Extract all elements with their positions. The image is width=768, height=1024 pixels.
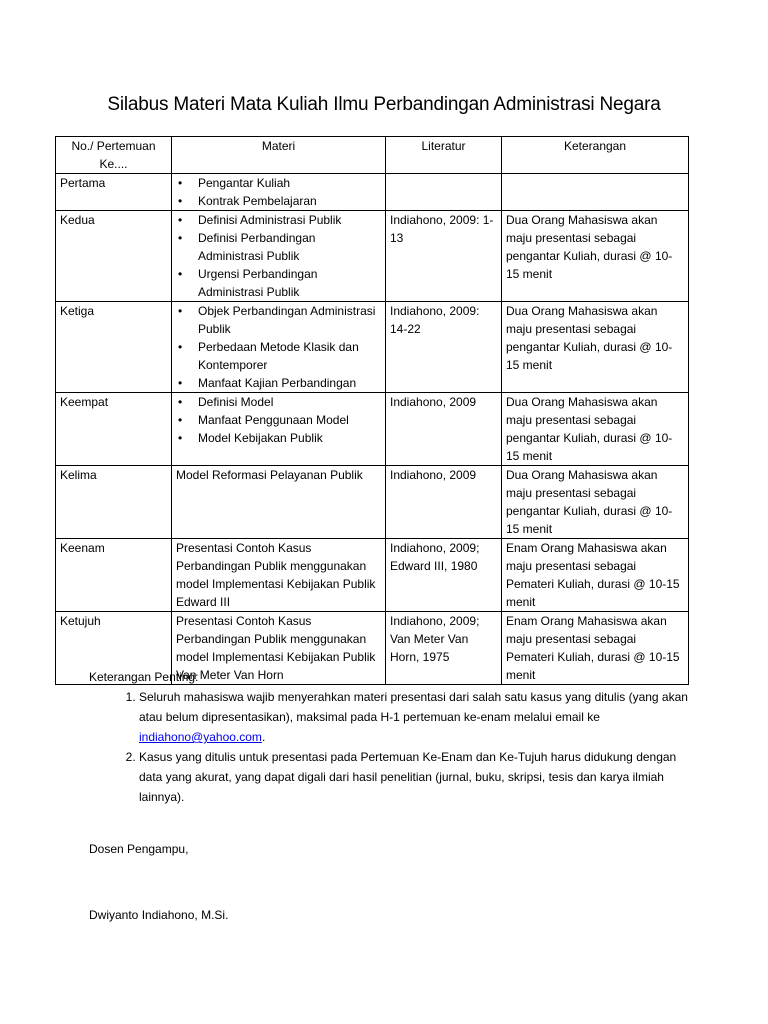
notes-list xyxy=(89,687,689,807)
header-literatur: Literatur xyxy=(386,137,502,174)
materi-item: • Definisi Administrasi Publik xyxy=(198,211,381,229)
cell-keterangan: Enam Orang Mahasiswa akan maju presentasi sebagai Pemateri Kuliah, durasi @ 10-15 menit xyxy=(502,539,689,612)
table-header-row xyxy=(56,137,689,174)
cell-keterangan xyxy=(502,174,689,211)
cell-materi: Presentasi Contoh Kasus Perbandingan Publik menggunakan model Implementasi Kebijakan Publik Edward III xyxy=(172,539,386,612)
cell-materi: Model Reformasi Pelayanan Publik xyxy=(172,466,386,539)
document-title: Silabus Materi Mata Kuliah Ilmu Perbandingan Administrasi Negara xyxy=(107,94,661,115)
materi-list xyxy=(176,393,381,447)
cell-pertemuan: Ketujuh xyxy=(56,612,172,685)
materi-list xyxy=(176,211,381,301)
cell-keterangan: Dua Orang Mahasiswa akan maju presentasi sebagai pengantar Kuliah, durasi @ 10-15 menit xyxy=(502,466,689,539)
cell-materi xyxy=(172,174,386,211)
cell-literatur: Indiahono, 2009: 1-13 xyxy=(386,211,502,302)
header-pertemuan: No./ Pertemuan Ke.... xyxy=(56,137,172,174)
notes-heading: Keterangan Penting: xyxy=(89,670,199,684)
cell-literatur: Indiahono, 2009 xyxy=(386,393,502,466)
cell-keterangan: Dua Orang Mahasiswa akan maju presentasi sebagai pengantar Kuliah, durasi @ 10-15 menit xyxy=(502,302,689,393)
cell-pertemuan: Pertama xyxy=(56,174,172,211)
cell-pertemuan: Kedua xyxy=(56,211,172,302)
materi-item: • Definisi Model xyxy=(198,393,381,411)
cell-literatur: Indiahono, 2009 xyxy=(386,466,502,539)
note-item xyxy=(139,687,689,747)
materi-item: • Model Kebijakan Publik xyxy=(198,429,381,447)
materi-item: • Pengantar Kuliah xyxy=(198,174,381,192)
table-row xyxy=(56,211,689,302)
cell-literatur xyxy=(386,174,502,211)
cell-literatur: Indiahono, 2009: 14-22 xyxy=(386,302,502,393)
signature-name: Dwiyanto Indiahono, M.Si. xyxy=(89,908,229,922)
note-item: 2. Kasus yang ditulis untuk presentasi pada Pertemuan Ke-Enam dan Ke-Tujuh harus didukung dengan data yang akurat, yang dapat digali dari hasil penelitian (jurnal, buku, skripsi, tesis dan karya ilmiah lainnya). xyxy=(139,747,689,807)
header-keterangan: Keterangan xyxy=(502,137,689,174)
cell-pertemuan: Keenam xyxy=(56,539,172,612)
notes-section xyxy=(89,667,689,807)
cell-materi: Presentasi Contoh Kasus Perbandingan Publik menggunakan model Implementasi Kebijakan Publik Van Meter Van Horn xyxy=(172,612,386,685)
cell-pertemuan: Keempat xyxy=(56,393,172,466)
materi-list xyxy=(176,174,381,210)
cell-pertemuan: Ketiga xyxy=(56,302,172,393)
header-materi: Materi xyxy=(172,137,386,174)
cell-materi xyxy=(172,393,386,466)
cell-materi xyxy=(172,302,386,393)
cell-literatur: Indiahono, 2009; Van Meter Van Horn, 1975 xyxy=(386,612,502,685)
materi-item: • Manfaat Penggunaan Model xyxy=(198,411,381,429)
email-link[interactable]: indiahono@yahoo.com xyxy=(139,730,262,744)
table-row xyxy=(56,393,689,466)
cell-keterangan: Dua Orang Mahasiswa akan maju presentasi sebagai pengantar Kuliah, durasi @ 10-15 menit xyxy=(502,211,689,302)
materi-list xyxy=(176,302,381,392)
materi-item: • Definisi Perbandingan Administrasi Publik xyxy=(198,229,381,265)
cell-literatur: Indiahono, 2009; Edward III, 1980 xyxy=(386,539,502,612)
table-row xyxy=(56,174,689,211)
table-row xyxy=(56,466,689,539)
syllabus-table xyxy=(55,136,689,685)
materi-item: • Manfaat Kajian Perbandingan xyxy=(198,374,381,392)
materi-item: • Kontrak Pembelajaran xyxy=(198,192,381,210)
materi-item: • Perbedaan Metode Klasik dan Kontemporer xyxy=(198,338,381,374)
signature-label: Dosen Pengampu, xyxy=(89,842,189,856)
note-end: . xyxy=(261,730,266,744)
note-text: Seluruh mahasiswa wajib menyerahkan materi presentasi dari salah satu kasus yang ditulis (yang akan atau belum dipresentasikan), maksimal pada H-1 pertemuan ke-enam melalui email ke xyxy=(139,690,688,724)
cell-pertemuan: Kelima xyxy=(56,466,172,539)
table-row xyxy=(56,302,689,393)
materi-item: • Urgensi Perbandingan Administrasi Publik xyxy=(198,265,381,301)
cell-keterangan: Dua Orang Mahasiswa akan maju presentasi sebagai pengantar Kuliah, durasi @ 10-15 menit xyxy=(502,393,689,466)
table-row xyxy=(56,539,689,612)
cell-materi xyxy=(172,211,386,302)
cell-keterangan: Enam Orang Mahasiswa akan maju presentasi sebagai Pemateri Kuliah, durasi @ 10-15 menit xyxy=(502,612,689,685)
materi-item: • Objek Perbandingan Administrasi Publik xyxy=(198,302,381,338)
